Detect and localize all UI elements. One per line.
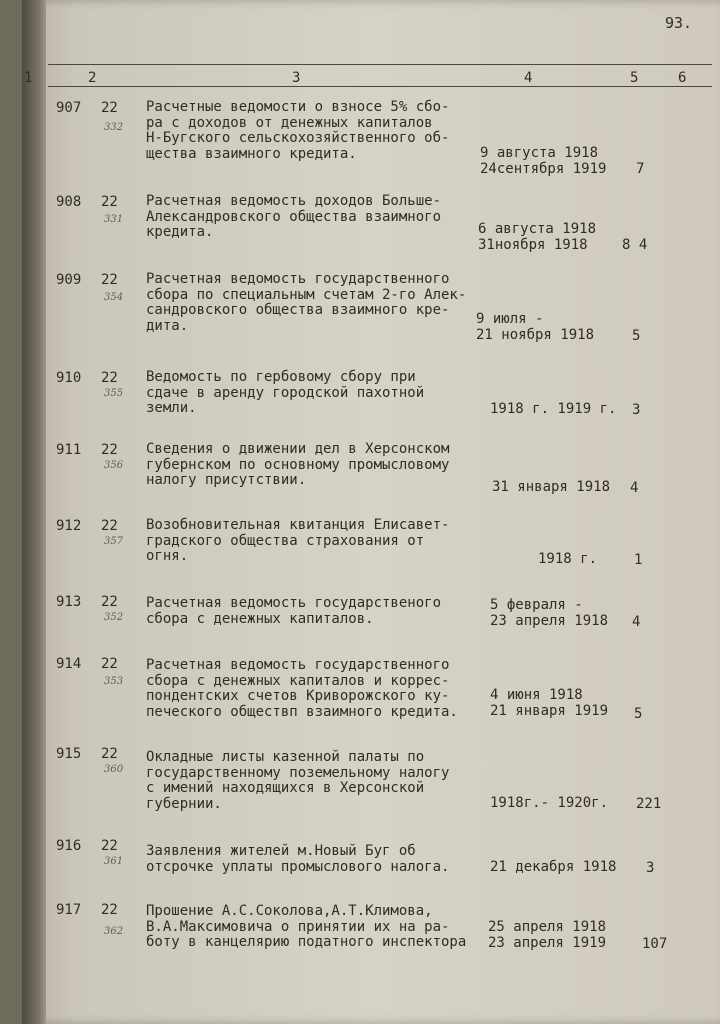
record-sheets: 4 bbox=[630, 480, 639, 496]
record-dates: 31 января 1918 bbox=[492, 479, 611, 495]
record-col2: 22 bbox=[101, 100, 118, 116]
record-description: Расчетная ведомость государственого сбора с денежных капиталов. bbox=[146, 595, 442, 627]
record-number: 907 bbox=[56, 100, 82, 116]
record-sheets: 5 bbox=[634, 706, 643, 722]
record-sheets: 1 bbox=[634, 552, 643, 568]
archive-sheet-note: 355 bbox=[104, 388, 124, 399]
record-col2: 22 bbox=[101, 746, 118, 762]
archive-sheet-note: 352 bbox=[104, 612, 124, 623]
record-col2: 22 bbox=[101, 594, 118, 610]
archive-sheet-note: 360 bbox=[104, 764, 124, 775]
record-sheets: 7 bbox=[636, 161, 645, 177]
document-page bbox=[22, 0, 720, 1024]
record-sheets: 221 bbox=[636, 796, 662, 812]
record-dates: 9 июля - 21 ноября 1918 bbox=[476, 311, 595, 343]
record-col2: 22 bbox=[101, 442, 118, 458]
record-description: Расчетная ведомость государственного сбора по специальным счетам 2-го Алек- сандровского общества взаимного кре- дита. bbox=[146, 271, 467, 334]
page-binding bbox=[22, 0, 46, 1024]
record-col2: 22 bbox=[101, 656, 118, 672]
record-description: Прошение А.С.Соколова,А.Т.Климова, В.А.Максимовича о принятии их на ра- боту в канцелярию податного инспектора bbox=[146, 903, 467, 950]
record-number: 917 bbox=[56, 902, 82, 918]
record-sheets: 3 bbox=[646, 860, 655, 876]
record-number: 913 bbox=[56, 594, 82, 610]
record-number: 915 bbox=[56, 746, 82, 762]
record-sheets: 5 bbox=[632, 328, 641, 344]
record-number: 912 bbox=[56, 518, 82, 534]
archive-sheet-note: 362 bbox=[104, 926, 124, 937]
record-dates: 1918г.- 1920г. bbox=[490, 795, 609, 811]
record-number: 911 bbox=[56, 442, 82, 458]
record-description: Возобновительная квитанция Елисавет- градского общества страхования от огня. bbox=[146, 517, 450, 564]
column-number-4: 4 bbox=[524, 70, 533, 86]
record-sheets: 3 bbox=[632, 402, 641, 418]
column-number-5: 5 bbox=[630, 70, 639, 86]
record-col2: 22 bbox=[101, 370, 118, 386]
record-number: 916 bbox=[56, 838, 82, 854]
record-description: Расчетные ведомости о взносе 5% сбо- ра с доходов от денежных капиталов Н-Бугского сельскохозяйственного об- щества взаимного кредита. bbox=[146, 99, 450, 162]
record-description: Заявления жителей м.Новый Буг об отсрочке уплаты промыслового налога. bbox=[146, 843, 450, 875]
archive-sheet-note: 353 bbox=[104, 676, 124, 687]
record-description: Окладные листы казенной палаты по государственному поземельному налогу с имений находящихся в Херсонской губернии. bbox=[146, 749, 450, 812]
record-description: Сведения о движении дел в Херсонском губернском по основному промысловому налогу присутствии. bbox=[146, 441, 450, 488]
record-dates: 5 февраля - 23 апреля 1918 bbox=[490, 597, 609, 629]
record-col2: 22 bbox=[101, 194, 118, 210]
record-dates: 4 июня 1918 21 января 1919 bbox=[490, 687, 609, 719]
record-sheets: 107 bbox=[642, 936, 668, 952]
record-description: Расчетная ведомость государственного сбора с денежных капиталов и коррес- пондентских счетов Криворожского ку- печеского обществп взаимного кредита. bbox=[146, 657, 458, 720]
column-number-2: 2 bbox=[88, 70, 97, 86]
archive-sheet-note: 361 bbox=[104, 856, 124, 867]
header-rule-bottom bbox=[48, 86, 712, 87]
archive-sheet-note: 356 bbox=[104, 460, 124, 471]
archive-sheet-note: 331 bbox=[104, 214, 124, 225]
page-number: 93. bbox=[665, 14, 693, 32]
column-number-3: 3 bbox=[292, 70, 301, 86]
header-rule-top bbox=[48, 64, 712, 65]
record-dates: 9 августа 1918 24сентября 1919 bbox=[480, 145, 607, 177]
column-number-1: 1 bbox=[24, 70, 33, 86]
record-number: 908 bbox=[56, 194, 82, 210]
record-col2: 22 bbox=[101, 838, 118, 854]
record-dates: 1918 г. bbox=[538, 551, 598, 567]
record-description: Ведомость по гербовому сбору при сдаче в аренду городской пахотной земли. bbox=[146, 369, 425, 416]
record-col2: 22 bbox=[101, 902, 118, 918]
record-dates: 1918 г. 1919 г. bbox=[490, 401, 617, 417]
record-dates: 21 декабря 1918 bbox=[490, 859, 617, 875]
archive-sheet-note: 357 bbox=[104, 536, 124, 547]
record-number: 914 bbox=[56, 656, 82, 672]
archive-sheet-note: 332 bbox=[104, 122, 124, 133]
column-number-6: 6 bbox=[678, 70, 687, 86]
record-col2: 22 bbox=[101, 272, 118, 288]
record-sheets: 8 4 bbox=[622, 237, 648, 253]
record-dates: 25 апреля 1918 23 апреля 1919 bbox=[488, 919, 607, 951]
archive-sheet-note: 354 bbox=[104, 292, 124, 303]
record-description: Расчетная ведомость доходов Больше- Александровского общества взаимного кредита. bbox=[146, 193, 442, 240]
record-sheets: 4 bbox=[632, 614, 641, 630]
record-col2: 22 bbox=[101, 518, 118, 534]
record-number: 909 bbox=[56, 272, 82, 288]
record-number: 910 bbox=[56, 370, 82, 386]
record-dates: 6 августа 1918 31ноября 1918 bbox=[478, 221, 597, 253]
